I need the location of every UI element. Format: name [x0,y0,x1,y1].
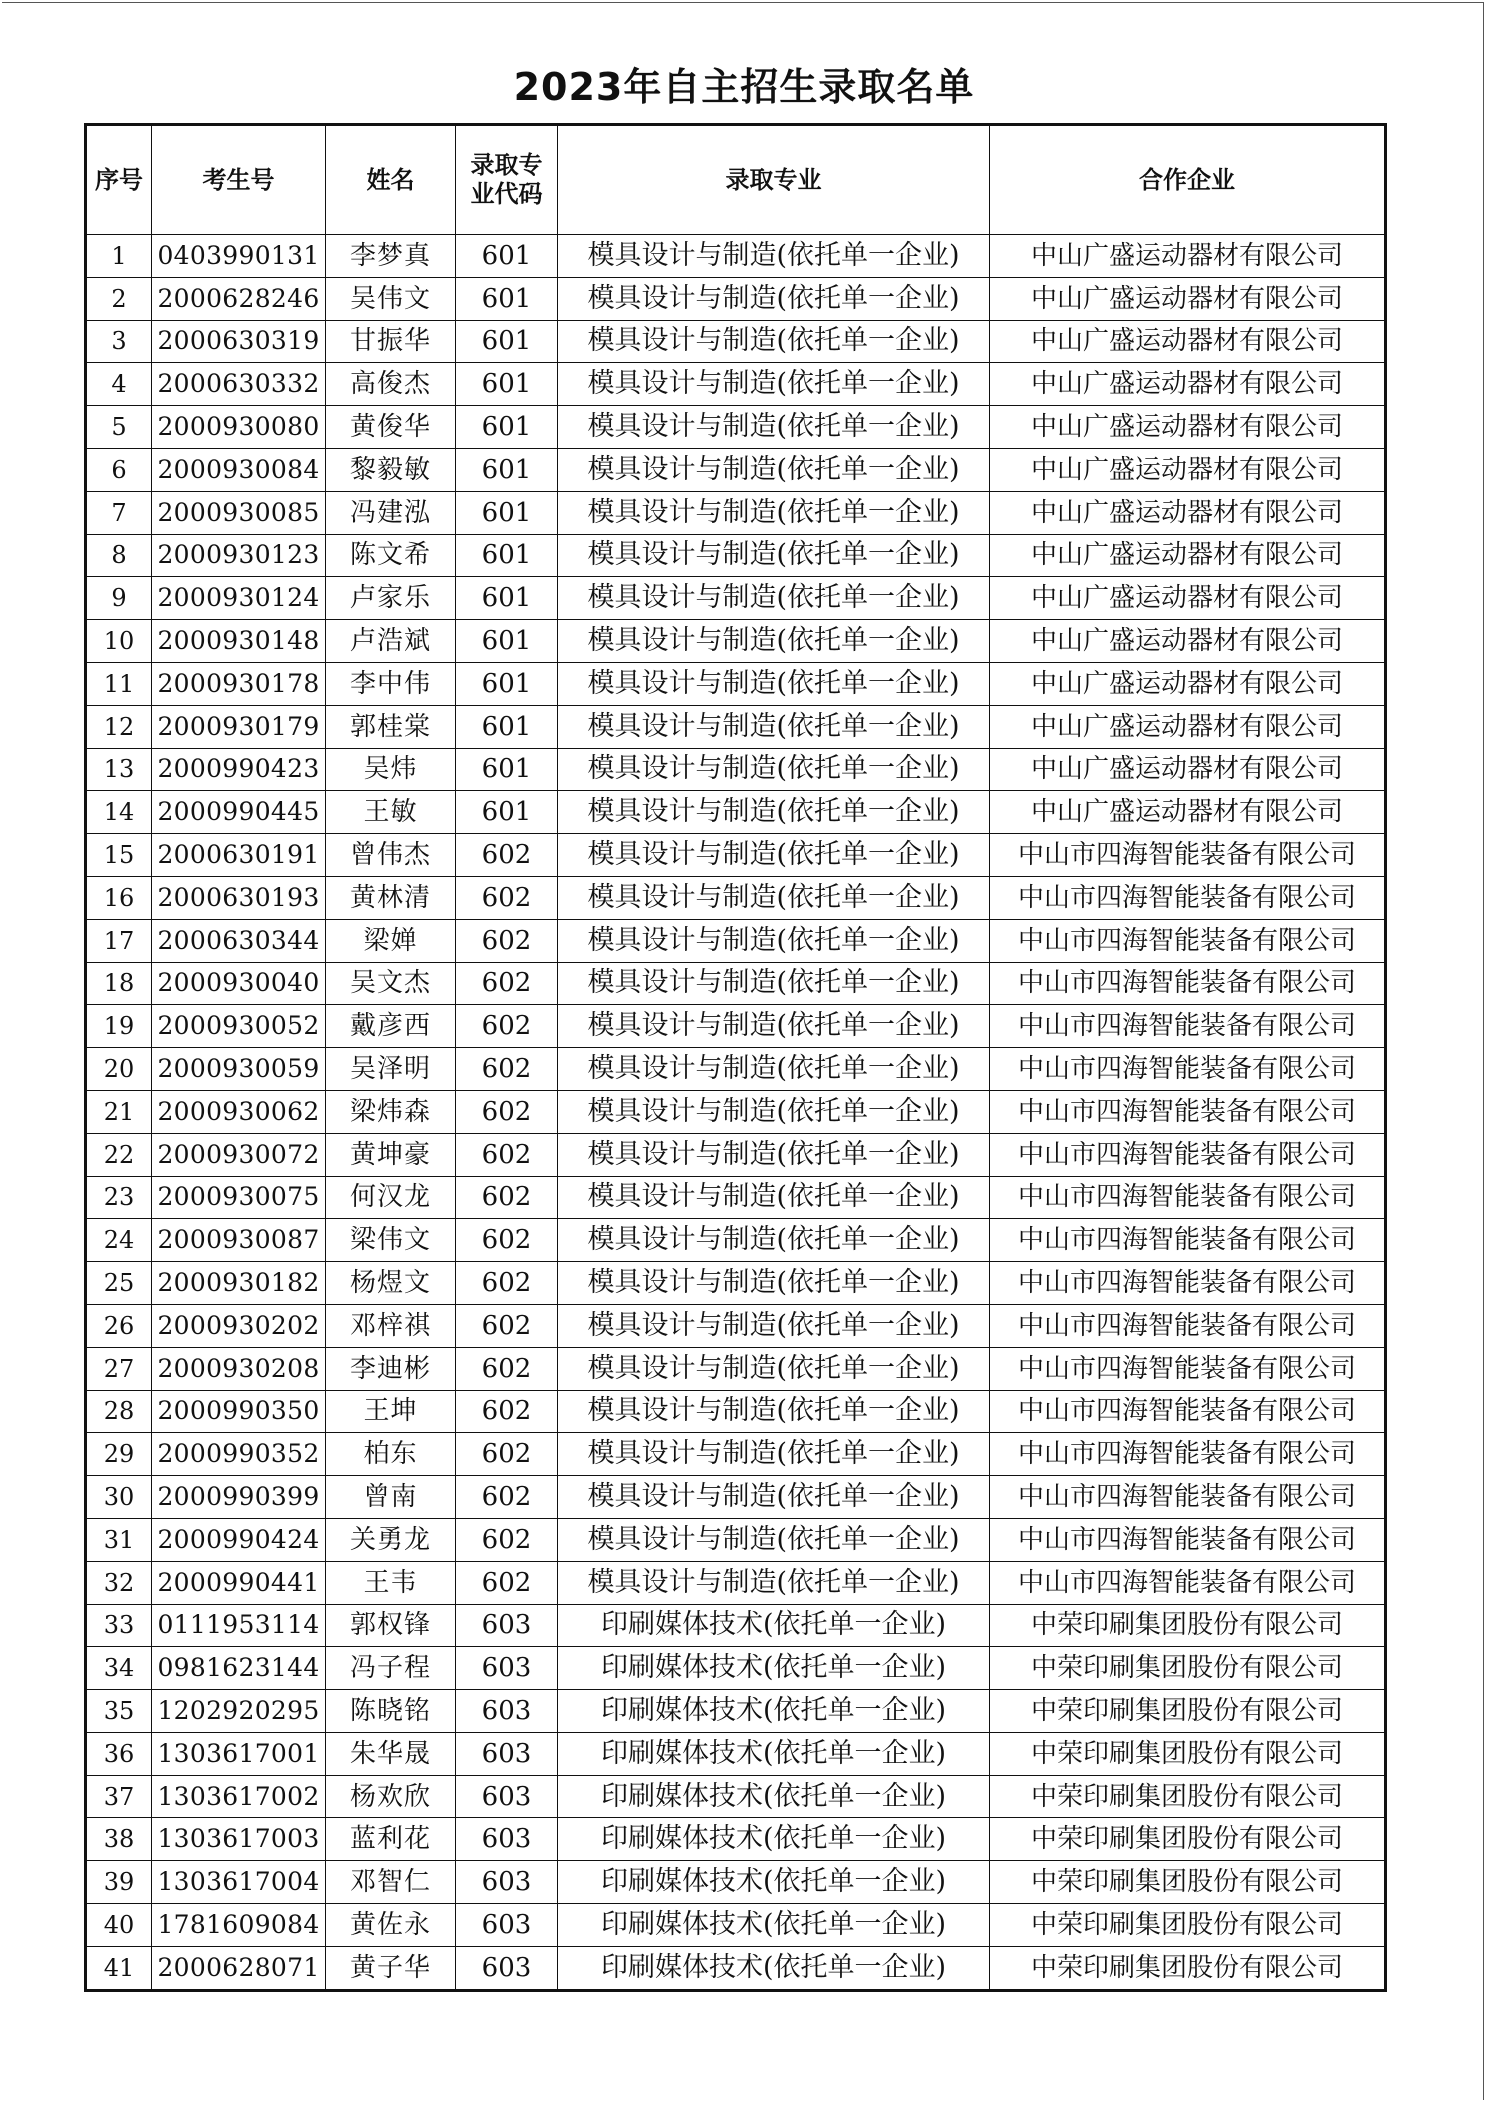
cell-candidate-id: 2000930084 [152,448,326,491]
cell-name: 甘振华 [326,320,456,363]
cell-name: 王韦 [326,1561,456,1604]
table-row [86,277,1386,320]
table-row [86,320,1386,363]
cell-partner-company: 中山广盛运动器材有限公司 [990,534,1386,577]
cell-name: 冯建泓 [326,491,456,534]
cell-candidate-id: 2000630319 [152,320,326,363]
cell-candidate-id: 1202920295 [152,1690,326,1733]
cell-name: 黄佐永 [326,1904,456,1947]
cell-serial-number: 33 [86,1604,152,1647]
cell-serial-number: 26 [86,1304,152,1347]
cell-name: 邓梓祺 [326,1304,456,1347]
cell-name: 关勇龙 [326,1518,456,1561]
table-row [86,1518,1386,1561]
cell-name: 朱华晟 [326,1732,456,1775]
table-row [86,1133,1386,1176]
cell-major-code: 601 [456,235,558,278]
cell-major: 模具设计与制造(依托单一企业) [558,662,990,705]
cell-serial-number: 22 [86,1133,152,1176]
cell-name: 高俊杰 [326,363,456,406]
cell-name: 蓝利花 [326,1818,456,1861]
cell-major: 模具设计与制造(依托单一企业) [558,1433,990,1476]
cell-major-code: 602 [456,919,558,962]
cell-candidate-id: 2000930178 [152,662,326,705]
cell-major-code: 602 [456,876,558,919]
header-major: 录取专业 [558,125,990,235]
cell-partner-company: 中山市四海智能装备有限公司 [990,1005,1386,1048]
cell-serial-number: 10 [86,620,152,663]
cell-major: 模具设计与制造(依托单一企业) [558,748,990,791]
cell-partner-company: 中荣印刷集团股份有限公司 [990,1604,1386,1647]
table-row [86,1818,1386,1861]
cell-major: 模具设计与制造(依托单一企业) [558,919,990,962]
table-header-row [86,125,1386,235]
cell-major: 模具设计与制造(依托单一企业) [558,1133,990,1176]
cell-major: 模具设计与制造(依托单一企业) [558,406,990,449]
cell-major-code: 603 [456,1904,558,1947]
cell-serial-number: 35 [86,1690,152,1733]
cell-major: 印刷媒体技术(依托单一企业) [558,1732,990,1775]
table-row [86,662,1386,705]
table-row [86,1732,1386,1775]
table-body [86,235,1386,1991]
cell-major: 印刷媒体技术(依托单一企业) [558,1861,990,1904]
cell-serial-number: 20 [86,1048,152,1091]
cell-serial-number: 21 [86,1090,152,1133]
cell-candidate-id: 2000930208 [152,1347,326,1390]
cell-partner-company: 中山市四海智能装备有限公司 [990,919,1386,962]
cell-major: 模具设计与制造(依托单一企业) [558,1518,990,1561]
cell-major: 模具设计与制造(依托单一企业) [558,235,990,278]
cell-candidate-id: 1303617003 [152,1818,326,1861]
cell-serial-number: 14 [86,791,152,834]
cell-partner-company: 中山市四海智能装备有限公司 [990,1133,1386,1176]
cell-major-code: 603 [456,1818,558,1861]
table-row [86,406,1386,449]
cell-name: 王敏 [326,791,456,834]
cell-major-code: 602 [456,1005,558,1048]
table-row [86,1647,1386,1690]
cell-major: 模具设计与制造(依托单一企业) [558,834,990,877]
cell-major: 模具设计与制造(依托单一企业) [558,876,990,919]
cell-major: 模具设计与制造(依托单一企业) [558,1304,990,1347]
cell-partner-company: 中山广盛运动器材有限公司 [990,620,1386,663]
cell-major: 模具设计与制造(依托单一企业) [558,1390,990,1433]
table-row [86,834,1386,877]
cell-partner-company: 中山广盛运动器材有限公司 [990,448,1386,491]
cell-major: 模具设计与制造(依托单一企业) [558,705,990,748]
cell-major-code: 602 [456,1304,558,1347]
cell-major: 模具设计与制造(依托单一企业) [558,1090,990,1133]
cell-major: 模具设计与制造(依托单一企业) [558,448,990,491]
cell-serial-number: 16 [86,876,152,919]
header-name: 姓名 [326,125,456,235]
header-major-code [456,125,558,235]
cell-name: 曾伟杰 [326,834,456,877]
cell-major-code: 603 [456,1690,558,1733]
cell-major: 模具设计与制造(依托单一企业) [558,577,990,620]
cell-partner-company: 中山广盛运动器材有限公司 [990,577,1386,620]
table-row [86,1090,1386,1133]
cell-partner-company: 中荣印刷集团股份有限公司 [990,1647,1386,1690]
cell-partner-company: 中荣印刷集团股份有限公司 [990,1861,1386,1904]
cell-name: 王坤 [326,1390,456,1433]
cell-partner-company: 中山市四海智能装备有限公司 [990,1176,1386,1219]
cell-major-code: 601 [456,662,558,705]
table-row [86,235,1386,278]
cell-partner-company: 中山市四海智能装备有限公司 [990,1433,1386,1476]
cell-candidate-id: 0111953114 [152,1604,326,1647]
header-serial-number: 序号 [86,125,152,235]
cell-candidate-id: 2000990424 [152,1518,326,1561]
cell-partner-company: 中山市四海智能装备有限公司 [990,1347,1386,1390]
cell-candidate-id: 2000930182 [152,1262,326,1305]
cell-candidate-id: 2000990350 [152,1390,326,1433]
cell-serial-number: 39 [86,1861,152,1904]
cell-major-code: 602 [456,1048,558,1091]
cell-partner-company: 中山市四海智能装备有限公司 [990,876,1386,919]
cell-major-code: 601 [456,705,558,748]
cell-partner-company: 中山市四海智能装备有限公司 [990,1090,1386,1133]
cell-candidate-id: 1303617001 [152,1732,326,1775]
cell-serial-number: 15 [86,834,152,877]
table-row [86,791,1386,834]
cell-name: 吴伟文 [326,277,456,320]
cell-candidate-id: 2000628071 [152,1946,326,1990]
cell-candidate-id: 0403990131 [152,235,326,278]
cell-major-code: 602 [456,1390,558,1433]
cell-major-code: 603 [456,1861,558,1904]
cell-name: 郭权锋 [326,1604,456,1647]
cell-partner-company: 中山广盛运动器材有限公司 [990,363,1386,406]
table-row [86,705,1386,748]
cell-major: 印刷媒体技术(依托单一企业) [558,1818,990,1861]
cell-name: 黄林清 [326,876,456,919]
cell-candidate-id: 2000930040 [152,962,326,1005]
cell-serial-number: 24 [86,1219,152,1262]
cell-serial-number: 3 [86,320,152,363]
cell-serial-number: 17 [86,919,152,962]
cell-name: 李迪彬 [326,1347,456,1390]
cell-candidate-id: 2000990445 [152,791,326,834]
header-major-code-label: 录取专业代码 [470,151,543,208]
cell-candidate-id: 2000930059 [152,1048,326,1091]
cell-partner-company: 中山广盛运动器材有限公司 [990,320,1386,363]
page-title: 2023年自主招生录取名单 [513,65,975,109]
cell-major: 模具设计与制造(依托单一企业) [558,1262,990,1305]
cell-name: 柏东 [326,1433,456,1476]
cell-major: 模具设计与制造(依托单一企业) [558,1176,990,1219]
cell-name: 杨煜文 [326,1262,456,1305]
cell-major: 模具设计与制造(依托单一企业) [558,1561,990,1604]
cell-major-code: 602 [456,1433,558,1476]
cell-serial-number: 23 [86,1176,152,1219]
cell-major-code: 601 [456,534,558,577]
cell-partner-company: 中山市四海智能装备有限公司 [990,1262,1386,1305]
table-row [86,1176,1386,1219]
cell-major: 印刷媒体技术(依托单一企业) [558,1946,990,1990]
cell-major-code: 602 [456,1518,558,1561]
cell-candidate-id: 2000930202 [152,1304,326,1347]
cell-candidate-id: 2000930072 [152,1133,326,1176]
cell-partner-company: 中山市四海智能装备有限公司 [990,1476,1386,1519]
cell-partner-company: 中山广盛运动器材有限公司 [990,277,1386,320]
cell-candidate-id: 2000990423 [152,748,326,791]
cell-major-code: 603 [456,1647,558,1690]
table-row [86,1904,1386,1947]
cell-major-code: 602 [456,1262,558,1305]
cell-major-code: 603 [456,1946,558,1990]
cell-name: 黄俊华 [326,406,456,449]
cell-candidate-id: 2000930148 [152,620,326,663]
cell-candidate-id: 2000930085 [152,491,326,534]
cell-candidate-id: 1303617002 [152,1775,326,1818]
cell-partner-company: 中荣印刷集团股份有限公司 [990,1818,1386,1861]
admission-table [84,123,1387,1992]
table-row [86,962,1386,1005]
cell-major: 模具设计与制造(依托单一企业) [558,1048,990,1091]
cell-major-code: 602 [456,834,558,877]
cell-partner-company: 中山广盛运动器材有限公司 [990,748,1386,791]
cell-candidate-id: 2000628246 [152,277,326,320]
cell-partner-company: 中山市四海智能装备有限公司 [990,834,1386,877]
cell-partner-company: 中山广盛运动器材有限公司 [990,662,1386,705]
cell-partner-company: 中荣印刷集团股份有限公司 [990,1775,1386,1818]
cell-name: 黄坤豪 [326,1133,456,1176]
cell-major-code: 603 [456,1775,558,1818]
cell-major: 模具设计与制造(依托单一企业) [558,1476,990,1519]
cell-serial-number: 34 [86,1647,152,1690]
cell-major-code: 602 [456,1219,558,1262]
cell-partner-company: 中山广盛运动器材有限公司 [990,235,1386,278]
cell-major: 模具设计与制造(依托单一企业) [558,1347,990,1390]
cell-major-code: 602 [456,1561,558,1604]
cell-candidate-id: 2000630191 [152,834,326,877]
cell-serial-number: 12 [86,705,152,748]
cell-serial-number: 6 [86,448,152,491]
cell-major: 模具设计与制造(依托单一企业) [558,320,990,363]
cell-serial-number: 19 [86,1005,152,1048]
cell-major-code: 601 [456,791,558,834]
table-row [86,1476,1386,1519]
cell-partner-company: 中山广盛运动器材有限公司 [990,791,1386,834]
cell-partner-company: 中山市四海智能装备有限公司 [990,1390,1386,1433]
table-row [86,1433,1386,1476]
cell-name: 郭桂棠 [326,705,456,748]
cell-name: 邓智仁 [326,1861,456,1904]
cell-candidate-id: 2000630344 [152,919,326,962]
cell-serial-number: 27 [86,1347,152,1390]
cell-major-code: 602 [456,1347,558,1390]
cell-partner-company: 中山市四海智能装备有限公司 [990,1518,1386,1561]
cell-candidate-id: 2000930179 [152,705,326,748]
cell-major-code: 602 [456,1476,558,1519]
cell-partner-company: 中荣印刷集团股份有限公司 [990,1946,1386,1990]
cell-name: 吴炜 [326,748,456,791]
cell-candidate-id: 2000990399 [152,1476,326,1519]
cell-major-code: 601 [456,748,558,791]
cell-candidate-id: 2000930080 [152,406,326,449]
cell-name: 杨欢欣 [326,1775,456,1818]
table-row [86,1005,1386,1048]
cell-partner-company: 中山市四海智能装备有限公司 [990,1219,1386,1262]
cell-major: 印刷媒体技术(依托单一企业) [558,1604,990,1647]
cell-name: 戴彦西 [326,1005,456,1048]
cell-major-code: 601 [456,406,558,449]
cell-name: 卢家乐 [326,577,456,620]
cell-major: 模具设计与制造(依托单一企业) [558,620,990,663]
cell-name: 陈晓铭 [326,1690,456,1733]
cell-name: 梁婵 [326,919,456,962]
cell-partner-company: 中荣印刷集团股份有限公司 [990,1732,1386,1775]
cell-serial-number: 9 [86,577,152,620]
table-row [86,1390,1386,1433]
table-row [86,1946,1386,1990]
table-row [86,534,1386,577]
table-row [86,1048,1386,1091]
cell-major-code: 602 [456,1090,558,1133]
cell-partner-company: 中荣印刷集团股份有限公司 [990,1690,1386,1733]
cell-partner-company: 中山市四海智能装备有限公司 [990,1561,1386,1604]
cell-name: 陈文希 [326,534,456,577]
cell-major-code: 603 [456,1604,558,1647]
cell-name: 曾南 [326,1476,456,1519]
cell-name: 冯子程 [326,1647,456,1690]
cell-name: 黄子华 [326,1946,456,1990]
cell-major: 模具设计与制造(依托单一企业) [558,363,990,406]
table-row [86,363,1386,406]
cell-major-code: 601 [456,277,558,320]
cell-major: 印刷媒体技术(依托单一企业) [558,1904,990,1947]
cell-major-code: 601 [456,320,558,363]
cell-partner-company: 中山市四海智能装备有限公司 [990,1304,1386,1347]
cell-serial-number: 30 [86,1476,152,1519]
cell-serial-number: 5 [86,406,152,449]
table-row [86,1304,1386,1347]
table-row [86,577,1386,620]
cell-partner-company: 中山市四海智能装备有限公司 [990,962,1386,1005]
cell-candidate-id: 2000930052 [152,1005,326,1048]
cell-serial-number: 4 [86,363,152,406]
cell-name: 何汉龙 [326,1176,456,1219]
cell-serial-number: 2 [86,277,152,320]
cell-serial-number: 36 [86,1732,152,1775]
cell-major: 印刷媒体技术(依托单一企业) [558,1775,990,1818]
table-row [86,491,1386,534]
header-candidate-id: 考生号 [152,125,326,235]
cell-serial-number: 28 [86,1390,152,1433]
cell-serial-number: 41 [86,1946,152,1990]
cell-serial-number: 25 [86,1262,152,1305]
cell-name: 黎毅敏 [326,448,456,491]
cell-name: 吴泽明 [326,1048,456,1091]
cell-major: 模具设计与制造(依托单一企业) [558,1219,990,1262]
header-partner-company: 合作企业 [990,125,1386,235]
cell-major-code: 602 [456,1176,558,1219]
cell-major-code: 601 [456,620,558,663]
cell-serial-number: 1 [86,235,152,278]
table-row [86,1690,1386,1733]
table-row [86,620,1386,663]
table-row [86,876,1386,919]
cell-serial-number: 18 [86,962,152,1005]
cell-major-code: 601 [456,491,558,534]
cell-name: 卢浩斌 [326,620,456,663]
cell-major-code: 602 [456,962,558,1005]
table-row [86,1775,1386,1818]
cell-partner-company: 中山广盛运动器材有限公司 [990,705,1386,748]
cell-candidate-id: 2000990441 [152,1561,326,1604]
cell-serial-number: 32 [86,1561,152,1604]
cell-serial-number: 31 [86,1518,152,1561]
cell-partner-company: 中山广盛运动器材有限公司 [990,406,1386,449]
table-row [86,1604,1386,1647]
cell-serial-number: 7 [86,491,152,534]
cell-candidate-id: 2000930087 [152,1219,326,1262]
cell-major: 印刷媒体技术(依托单一企业) [558,1690,990,1733]
cell-candidate-id: 1303617004 [152,1861,326,1904]
table-row [86,1861,1386,1904]
cell-major: 模具设计与制造(依托单一企业) [558,962,990,1005]
cell-serial-number: 37 [86,1775,152,1818]
cell-candidate-id: 2000930123 [152,534,326,577]
cell-candidate-id: 2000630332 [152,363,326,406]
cell-major-code: 603 [456,1732,558,1775]
cell-major: 模具设计与制造(依托单一企业) [558,491,990,534]
cell-name: 李中伟 [326,662,456,705]
cell-serial-number: 8 [86,534,152,577]
cell-major: 模具设计与制造(依托单一企业) [558,277,990,320]
table-row [86,1262,1386,1305]
cell-candidate-id: 2000930075 [152,1176,326,1219]
table-row [86,919,1386,962]
cell-major: 模具设计与制造(依托单一企业) [558,791,990,834]
cell-name: 吴文杰 [326,962,456,1005]
table-row [86,1347,1386,1390]
cell-partner-company: 中山市四海智能装备有限公司 [990,1048,1386,1091]
cell-candidate-id: 2000930062 [152,1090,326,1133]
cell-partner-company: 中山广盛运动器材有限公司 [990,491,1386,534]
cell-name: 梁炜森 [326,1090,456,1133]
cell-serial-number: 29 [86,1433,152,1476]
cell-serial-number: 38 [86,1818,152,1861]
cell-candidate-id: 2000930124 [152,577,326,620]
cell-candidate-id: 1781609084 [152,1904,326,1947]
cell-serial-number: 11 [86,662,152,705]
cell-major-code: 602 [456,1133,558,1176]
cell-major: 模具设计与制造(依托单一企业) [558,1005,990,1048]
table-row [86,1219,1386,1262]
cell-partner-company: 中荣印刷集团股份有限公司 [990,1904,1386,1947]
cell-serial-number: 13 [86,748,152,791]
cell-major: 印刷媒体技术(依托单一企业) [558,1647,990,1690]
cell-name: 梁伟文 [326,1219,456,1262]
cell-candidate-id: 2000990352 [152,1433,326,1476]
table-row [86,748,1386,791]
table-row [86,448,1386,491]
cell-major-code: 601 [456,363,558,406]
cell-major: 模具设计与制造(依托单一企业) [558,534,990,577]
table-row [86,1561,1386,1604]
cell-candidate-id: 2000630193 [152,876,326,919]
cell-major-code: 601 [456,448,558,491]
cell-candidate-id: 0981623144 [152,1647,326,1690]
cell-major-code: 601 [456,577,558,620]
cell-name: 李梦真 [326,235,456,278]
cell-serial-number: 40 [86,1904,152,1947]
